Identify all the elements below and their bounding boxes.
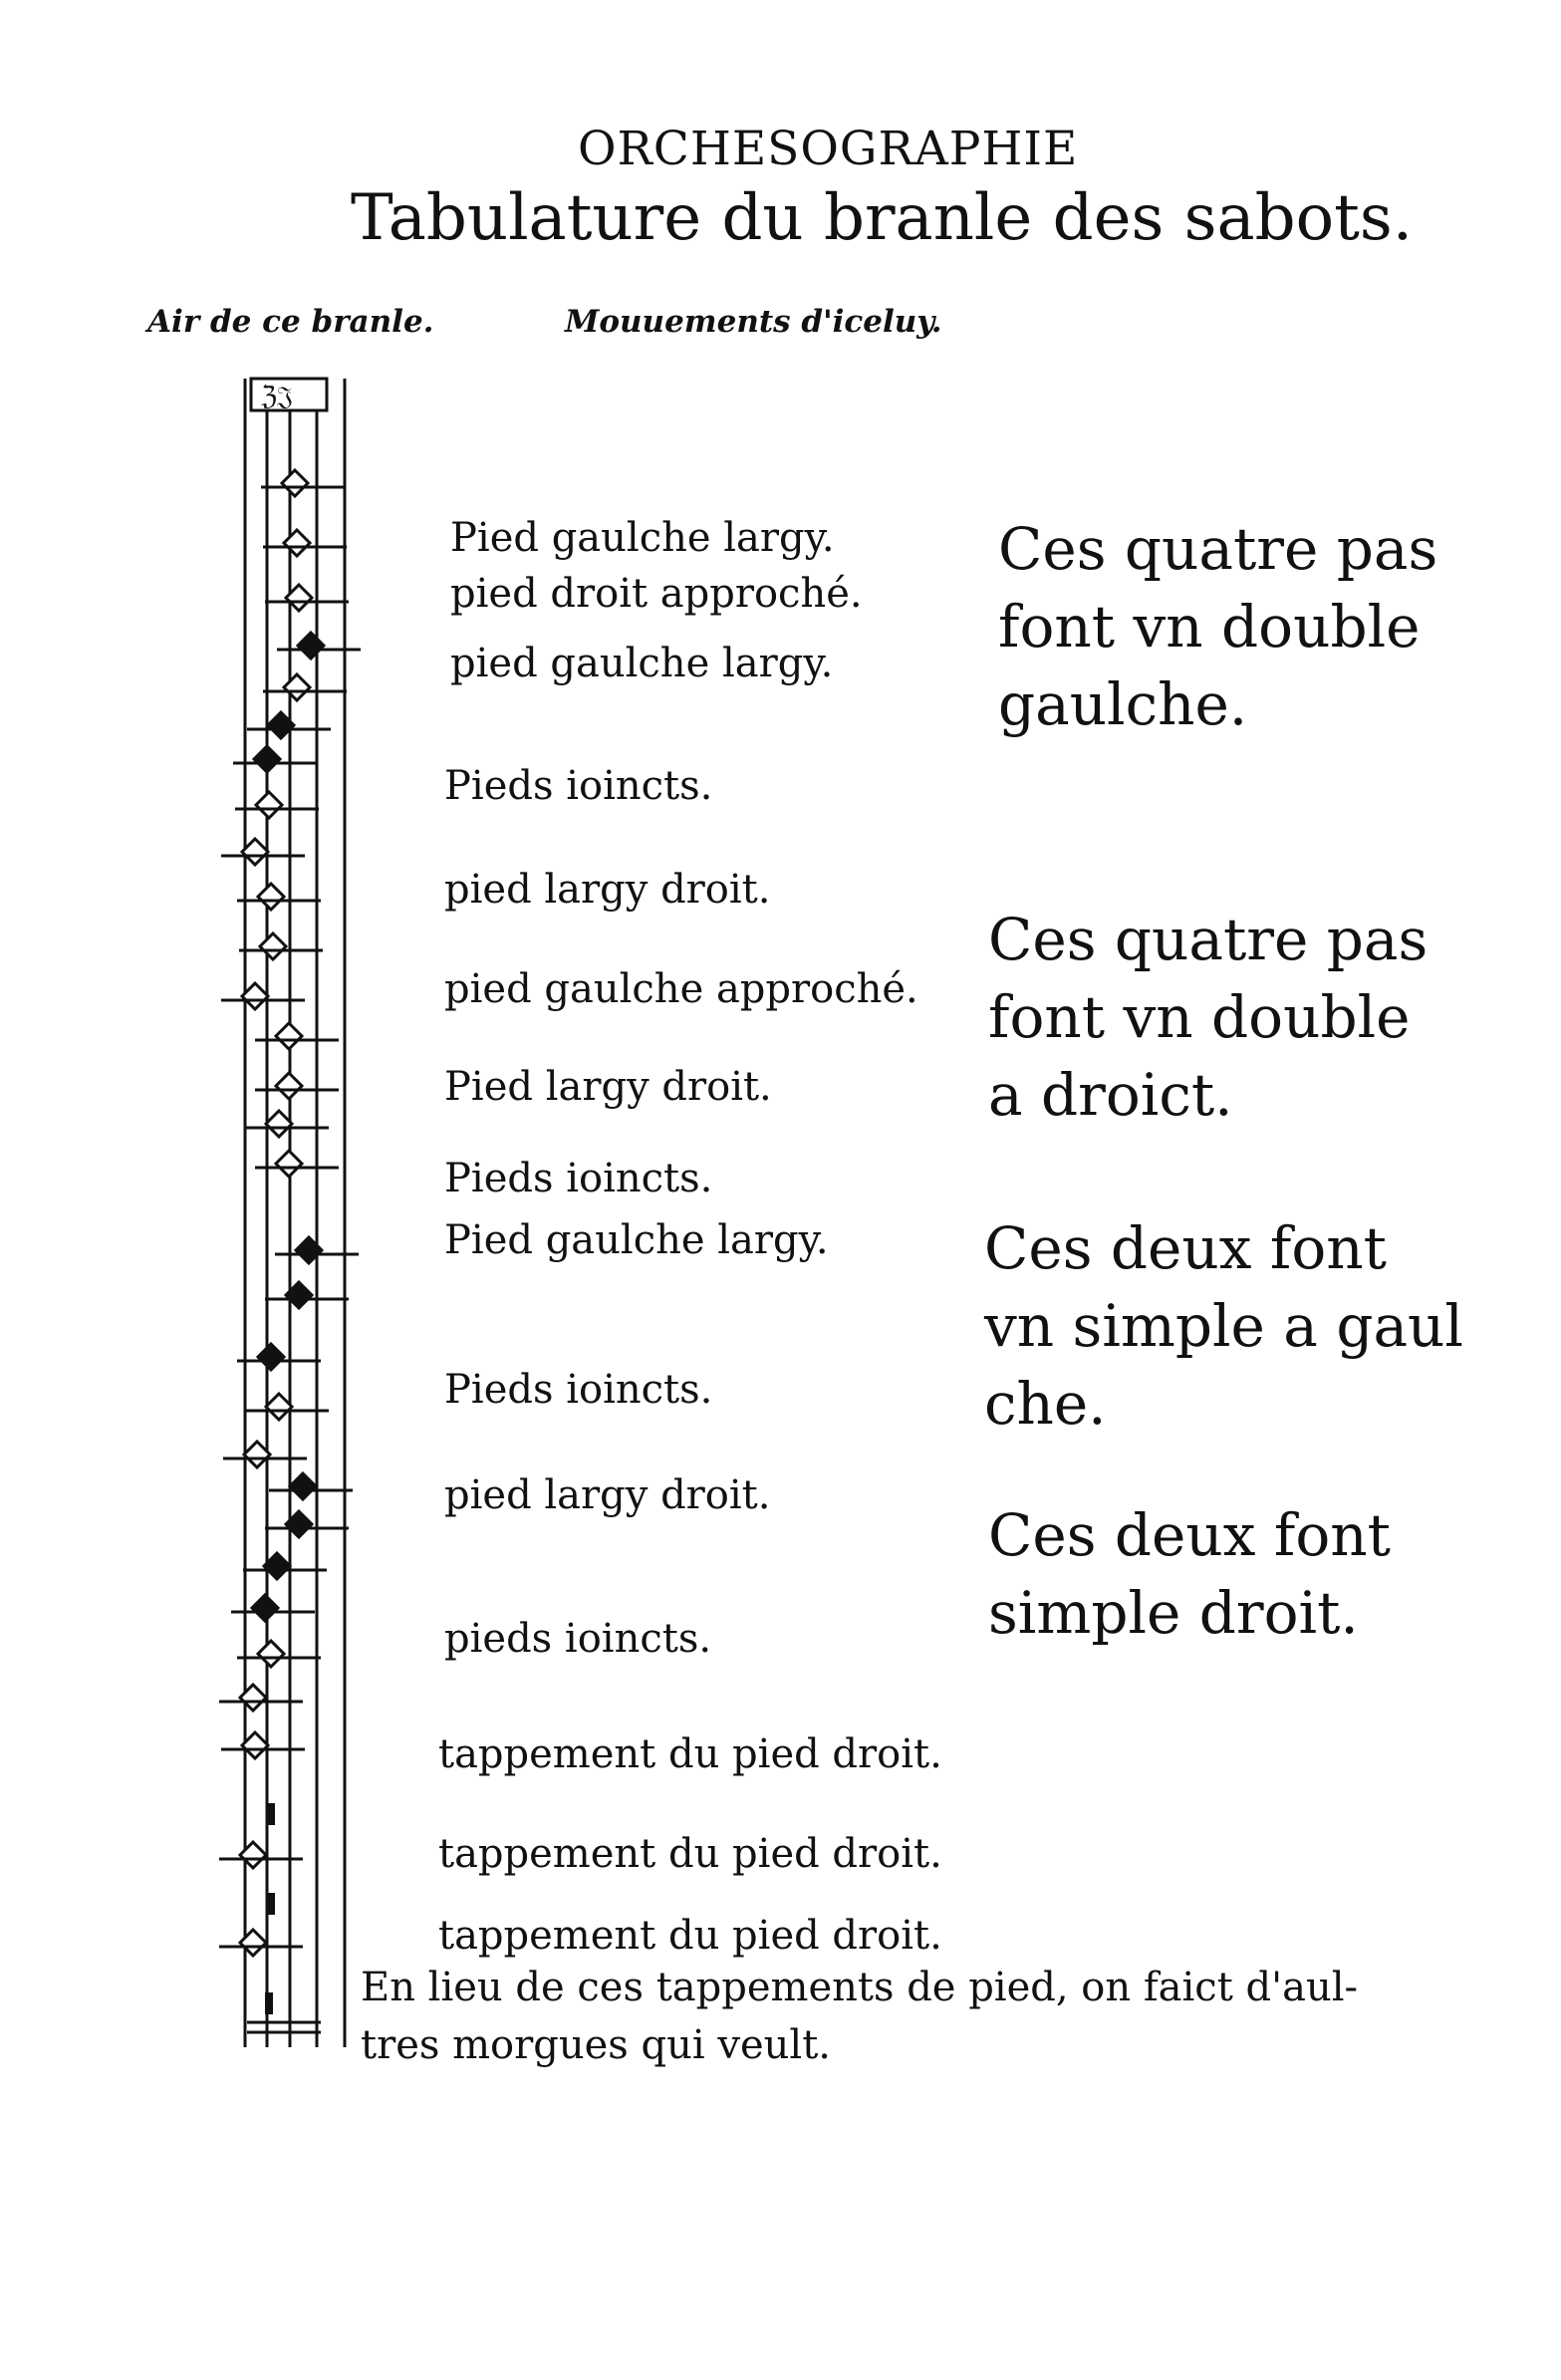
step-text: Pieds ioincts. (444, 763, 713, 809)
group-note-simple-left (984, 1209, 1463, 1443)
page-title: Tabulature du branle des sabots. (351, 181, 1414, 255)
rest-icon (265, 1992, 273, 2014)
open-note-icon (266, 1111, 292, 1137)
step-text: tappement du pied droit. (438, 1913, 942, 1959)
staff-lines (245, 379, 345, 2047)
group-line: font vn double (998, 593, 1421, 661)
filled-note-icon (258, 1344, 284, 1370)
filled-note-icon (290, 1473, 316, 1499)
step-text: tappement du pied droit. (438, 1831, 942, 1877)
open-note-icon (260, 933, 286, 959)
step-text: pied largy droit. (444, 1472, 771, 1518)
column-heading-air: Air de ce branle. (147, 304, 434, 340)
step-text: pied gaulche largy. (450, 641, 834, 686)
step-text: Pied gaulche largy. (444, 1217, 829, 1263)
group-line: Ces deux font (988, 1501, 1391, 1569)
open-note-icon (256, 792, 282, 818)
open-note-icon (284, 674, 310, 700)
filled-note-icon (298, 633, 324, 659)
rest-icon (267, 1893, 275, 1915)
open-note-icon (266, 1394, 292, 1420)
group-note-double-left (998, 510, 1437, 743)
group-line: Ces quatre pas (988, 906, 1429, 973)
group-line: gaulche. (998, 670, 1248, 738)
group-line: che. (984, 1370, 1107, 1438)
group-line: vn simple a gaul (984, 1292, 1463, 1360)
open-note-icon (258, 1641, 284, 1667)
step-text: Pied largy droit. (444, 1064, 772, 1110)
step-text: Pieds ioincts. (444, 1367, 713, 1413)
step-text: tappement du pied droit. (438, 1731, 942, 1777)
column-heading-movements: Mouuements d'iceluy. (565, 304, 942, 340)
open-note-icon (282, 470, 308, 496)
group-note-simple-right (988, 1496, 1391, 1652)
group-line: Ces quatre pas (998, 515, 1438, 583)
group-line: Ces deux font (984, 1214, 1387, 1282)
running-head: ORCHESOGRAPHIE (578, 122, 1079, 176)
step-text: pied largy droit. (444, 867, 771, 913)
step-text: Pieds ioincts. (444, 1156, 713, 1201)
group-line: font vn double (988, 983, 1411, 1051)
filled-note-icon (252, 1595, 278, 1621)
rest-icon (267, 1803, 275, 1825)
footnote-line: tres morgues qui veult. (361, 2022, 832, 2068)
group-line: simple droit. (988, 1579, 1359, 1647)
step-text: pied gaulche approché. (444, 966, 918, 1012)
open-note-icon (276, 1073, 302, 1099)
group-line: a droict. (988, 1061, 1233, 1129)
footnote-line: En lieu de ces tappements de pied, on faict d'aul- (361, 1965, 1359, 2010)
step-text: pied droit approché. (450, 571, 863, 617)
step-text: pieds ioincts. (444, 1616, 712, 1662)
svg-text:ℨ𝔍: ℨ𝔍 (261, 382, 293, 411)
open-note-icon (258, 884, 284, 910)
step-text: Pied gaulche largy. (450, 515, 835, 561)
open-note-icon (284, 530, 310, 556)
open-note-icon (276, 1151, 302, 1177)
filled-note-icon (254, 746, 280, 772)
clef-sign (251, 379, 327, 411)
open-note-icon (276, 1023, 302, 1049)
group-note-double-right (988, 901, 1428, 1134)
